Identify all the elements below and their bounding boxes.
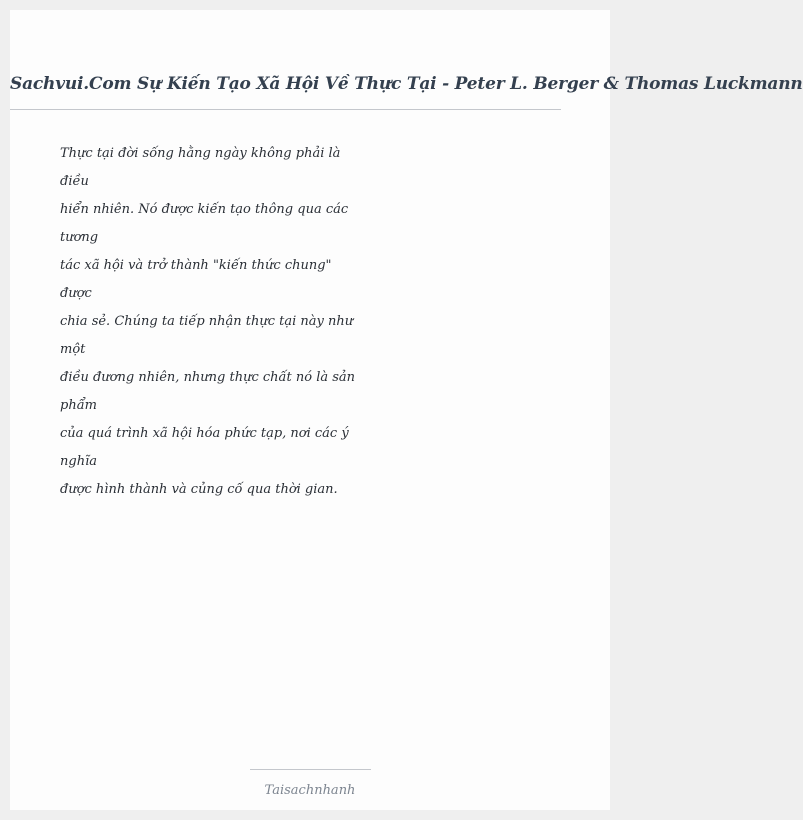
body-line: một [60,342,86,357]
body-paragraph [60,140,360,504]
footer-text: Taisachnhanh [264,783,356,798]
title-divider [10,109,561,110]
body-line: được hình thành và củng cố qua thời gian. [60,482,338,497]
body-line: chia sẻ. Chúng ta tiếp nhận thực tại này như [60,314,354,329]
body-line: hiển nhiên. Nó được kiến tạo thông qua các [60,202,349,217]
body-line: nghĩa [60,454,97,469]
body-line: của quá trình xã hội hóa phức tạp, nơi các ý [60,426,349,441]
body-line: điều đương nhiên, nhưng thực chất nó là sản [60,370,356,385]
document-page [10,10,803,810]
body-line: tương [60,230,99,245]
document-title: Sachvui.Com Sự Kiến Tạo Xã Hội Về Thực Tại - Peter L. Berger & Thomas Luckmann [10,74,803,94]
body-line: phẩm [60,398,97,413]
body-line: được [60,286,92,301]
footer-divider [250,769,371,770]
body-line: tác xã hội và trở thành "kiến thức chung" [60,258,332,273]
body-line: Thực tại đời sống hằng ngày không phải là [60,146,341,161]
body-line: điều [60,174,89,189]
